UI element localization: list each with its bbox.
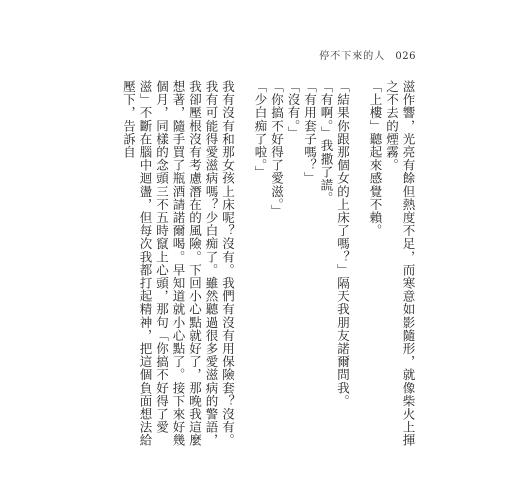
paragraph-spacer [236,80,252,450]
paragraph: 「少白痴了啦。」 [253,80,268,179]
paragraph: 滋作響，光亮有餘但熱度不足，而寒意如影隨形，就像柴火上揮之不去的煙霧。 [384,80,416,447]
paragraph: 「結果你跟那個女的上床了嗎？」隔天我朋友諾爾問我。 [335,80,351,408]
paragraph: 「上樓」聽起來感覺不賴。 [368,80,383,238]
paragraph: 「有用套子嗎？」 [302,80,318,185]
paragraph: 「你搞不好得了愛滋。」 [269,80,285,218]
paragraph: 「有啊。」我撒了謊。 [319,80,334,205]
page-number: 026 [395,51,416,62]
book-title: 停不下來的人 [319,51,386,62]
paragraph: 「沒有。」 [286,80,301,140]
paragraph: 我有沒有和那女孩上床呢？沒有。我們有沒有用保險套？沒有。我有可能得愛滋病嗎？少白痴了。雖然聽過很多愛滋病的警語，我卻壓根沒有考慮潛在的風險。下回小心點就好了，那晚我這麼想著，隨手買了瓶酒請諾爾喝。早知道就小心點了。接下來好幾個月，同樣的念頭三不五時竄上心頭，那句「你搞不好得了愛滋」不斷在腦中迴盪，但每次我都打起精神，把這個負面想法給壓下，告訴自 [121,80,236,447]
body-text [116,80,416,450]
paragraph-spacer [351,80,367,450]
running-header [319,47,416,62]
